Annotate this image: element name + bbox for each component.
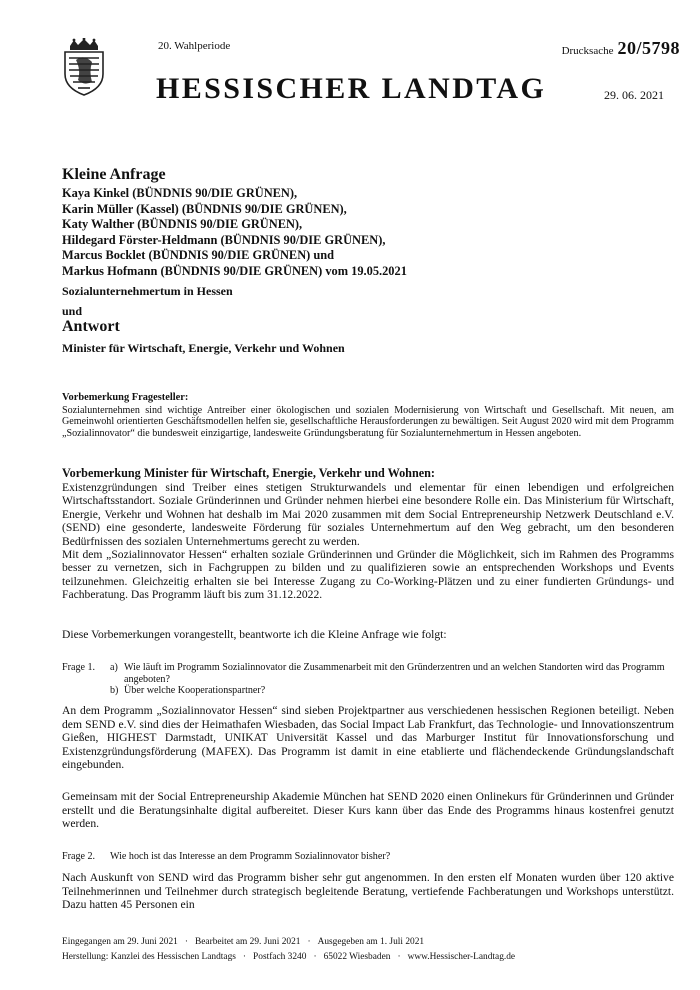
document-title: HESSISCHER LANDTAG [156,72,547,105]
separator: · [307,937,311,947]
ausgegeben: Ausgegeben am 1. Juli 2021 [317,937,425,947]
author: Karin Müller (Kassel) (BÜNDNIS 90/DIE GRÜNEN), [62,201,347,216]
frage-2 [62,851,674,865]
separator: · [397,952,401,962]
frage-1b-text: Über welche Kooperationspartner? [124,685,266,696]
postfach: Postfach 3240 [253,952,307,962]
eingegangen: Eingegangen am 29. Juni 2021 [62,937,178,947]
author: Kaya Kinkel (BÜNDNIS 90/DIE GRÜNEN), [62,186,298,200]
sub-label: b) [110,685,119,696]
vorbemerkung-minister-title: Vorbemerkung Minister für Wirtschaft, Energie, Verkehr und Wohnen: [62,466,435,480]
antwort-heading: Antwort [62,318,120,335]
frage-label: Frage 1. [62,662,96,673]
intro-sentence: Diese Vorbemerkungen vorangestellt, beantworte ich die Kleine Anfrage wie folgt: [62,628,447,641]
vorbemerkung-fragesteller-text: Sozialunternehmen sind wichtige Antreiber einer ökologischen und sozialen Modernisierung von Wirtschaft und Gesellschaft. Mit neuen, am Gemeinwohl orientierten Geschäftsmodellen helfen sie, gesellschaftliche Herausforderungen zu bewältigen. Seit August 2020 wird mit dem Programm „Sozialinnovator“ die bundesweit einzigartige, landesweite Gründungsberatung für Sozialunternehmertum in Hessen angeboten. [62,405,674,439]
author-list [62,186,674,280]
document-date: 29. 06. 2021 [604,88,664,102]
answer-1-paragraph: Gemeinsam mit der Social Entrepreneurship Akademie München hat SEND 2020 einen Onlinekurs für Gründerinnen und Gründer erstellt und die Beratungsinhalte digital aufbereitet. Dieser Kurs kann über das Ende des Programms hinaus kostenfrei genutzt werden. [62,790,674,831]
wahlperiode: 20. Wahlperiode [158,40,231,52]
sub-label: a) [110,662,118,673]
separator: · [184,937,188,947]
paragraph: Mit dem „Sozialinnovator Hessen“ erhalten soziale Gründerinnen und Gründer die Möglichkeit, sich im Rahmen des Programms besser zu vernetzen, sich in Fachgruppen zu bilden und zu qualifizieren sowie an entsprechenden Workshops und Events teilzunehmen. Gleichzeitig erhalten sie bei Interesse Zugang zu Co-Working-Plätzen und zu einer fundierten Gründungs- und Fachberatung. Das Programm läuft bis zum 31.12.2022. [62,548,674,602]
answer-2-paragraph: Nach Auskunft von SEND wird das Programm bisher sehr gut angenommen. In den ersten elf Monaten wurden über 120 aktive Teilnehmerinnen und Teilnehmer durch strategisch begleitende Beratung, vertiefende Fachberatungen und Workshops unterstützt. Dazu hatten 45 Personen ein [62,871,674,912]
frage-2-text: Wie hoch ist das Interesse an dem Programm Sozialinnovator bisher? [110,851,391,862]
separator: · [313,952,317,962]
frage-label: Frage 2. [62,851,96,862]
website-link[interactable]: www.Hessischer-Landtag.de [407,952,516,962]
frage-1a-text: Wie läuft im Programm Sozialinnovator die Zusammenarbeit mit den Gründerzentren und an welchen Standorten wird das Programm angeboten? [124,662,665,685]
answer-1-paragraph: An dem Programm „Sozialinnovator Hessen“ sind sieben Projektpartner aus verschiedenen hessischen Regionen beteiligt. Neben dem SEND e.V. sind dies der Heimathafen Wiesbaden, das Social Impact Lab Frankfurt, das Technologie- und Innovationszentrum Gießen, HIGHEST Darmstadt, UNIKAT Universität Kassel und das Marburger Institut für Innovationsforschung und Existenzgründungsförderung (MAFEX). Das Programm ist damit in eine etablierte und flächendeckende Gründungslandschaft eingebunden. [62,704,674,772]
vorbemerkung-minister-text [62,481,674,602]
und-connector: und [62,304,83,318]
ort: 65022 Wiesbaden [323,952,391,962]
author: Hildegard Förster-Heldmann (BÜNDNIS 90/DIE GRÜNEN), [62,232,386,247]
minister-name: Minister für Wirtschaft, Energie, Verkehr und Wohnen [62,341,345,355]
author: Katy Walther (BÜNDNIS 90/DIE GRÜNEN), [62,217,303,232]
footer-dates [62,937,424,947]
author: Marcus Bocklet (BÜNDNIS 90/DIE GRÜNEN) und [62,248,335,263]
herstellung: Herstellung: Kanzlei des Hessischen Landtags [62,952,236,962]
separator: · [242,952,247,962]
frage-1 [62,662,674,698]
bearbeitet: Bearbeitet am 29. Juni 2021 [195,937,301,947]
anfrage-topic: Sozialunternehmertum in Hessen [62,284,233,298]
drucksache-label: Drucksache [561,45,614,57]
paragraph: Existenzgründungen sind Treiber eines stetigen Strukturwandels und elementar für einen lebendigen und erfolgreichen Wirtschaftsstandort. Soziale Gründerinnen und Gründer nehmen hierbei eine besondere Rolle ein. Das Ministerium für Wirtschaft, Energie, Verkehr und Wohnen hat deshalb im Mai 2020 zusammen mit dem Social Entrepreneurship Netzwerk Deutschland e.V. (SEND) eine gesonderte, landesweite Förderung für soziales Unternehmertum auf den Weg gebracht, um den besonderen Bedürfnissen des sozialen Unternehmertums gerecht zu werden. [62,481,674,548]
drucksache-number: 20/5798 [617,38,680,58]
drucksache [562,38,680,59]
footer-publisher [62,952,515,962]
author: Markus Hofmann (BÜNDNIS 90/DIE GRÜNEN) vom 19.05.2021 [62,263,407,278]
anfrage-type: Kleine Anfrage [62,166,166,183]
vorbemerkung-fragesteller-title: Vorbemerkung Fragesteller: [62,392,189,403]
hessen-coat-of-arms-icon [62,38,106,96]
